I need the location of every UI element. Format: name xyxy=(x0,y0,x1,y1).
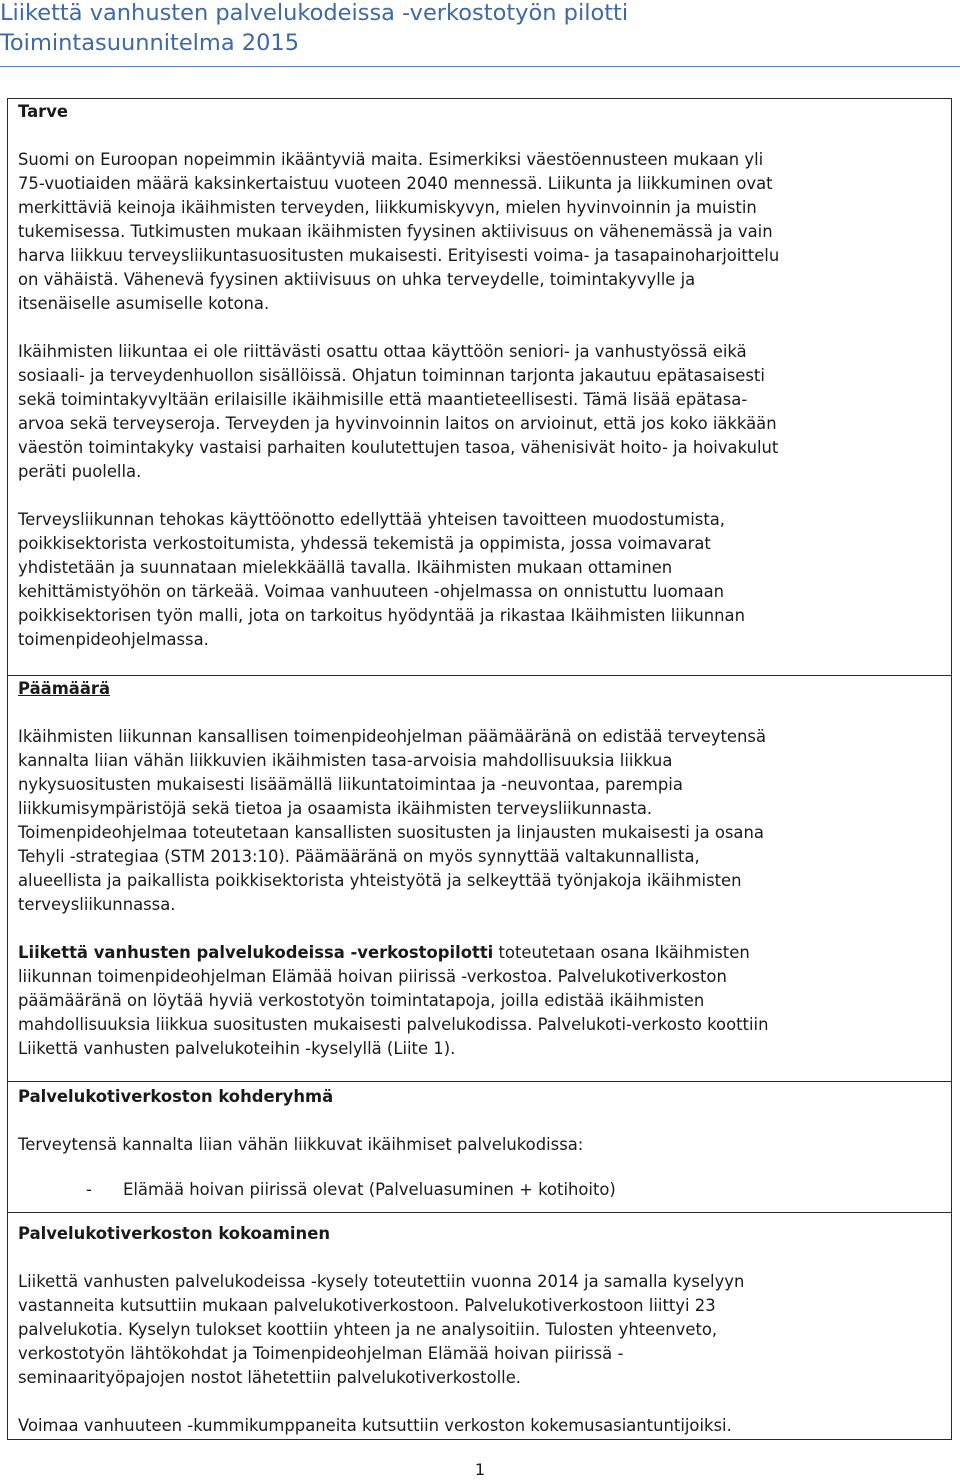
heading-assembly: Palvelukotiverkoston kokoaminen xyxy=(18,1224,330,1243)
text-line: kehittämistyöhön on tärkeää. Voimaa vanhuuteen -ohjelmassa on onnistuttu luomaan xyxy=(18,582,725,601)
title-rule xyxy=(0,66,960,67)
text-line: terveysliikunnassa. xyxy=(18,895,176,914)
text-line: Liikettä vanhusten palvelukodeissa -kysely toteutettiin vuonna 2014 ja samalla kyselyyn xyxy=(18,1272,745,1291)
text-line: Ikäihmisten liikuntaa ei ole riittävästi osattu ottaa käyttöön seniori- ja vanhustyössä eikä xyxy=(18,342,747,361)
text-line: mahdollisuuksia liikkua suositusten mukaisesti palvelukodissa. Palvelukoti-verkosto koottiin xyxy=(18,1015,769,1034)
text-line: Terveysliikunnan tehokas käyttöönotto edellyttää yhteisen tavoitteen muodostumista, xyxy=(18,510,726,529)
document-title-line1: Liikettä vanhusten palvelukodeissa -verkostotyön pilotti xyxy=(0,0,629,26)
text-line: itsenäiselle asumiselle kotona. xyxy=(18,294,270,313)
text-line: nykysuositusten mukaisesti lisäämällä liikuntatoimintaa ja -neuvontaa, parempia xyxy=(18,775,683,794)
text-line: Toimenpideohjelmaa toteutetaan kansallisten suositusten ja linjausten mukaisesti ja osana xyxy=(18,823,764,842)
text-line: yhdistetään ja suunnataan mielekkäällä tavalla. Ikäihmisten mukaan ottaminen xyxy=(18,558,673,577)
target-group-intro: Terveytensä kannalta liian vähän liikkuvat ikäihmiset palvelukodissa: xyxy=(18,1135,584,1154)
page-number: 1 xyxy=(474,1460,486,1479)
text-line xyxy=(18,941,943,965)
text-line: väestön toimintakyky vastaisi parhaiten koulutettujen tasoa, vähenisivät hoito- ja hoivakulut xyxy=(18,438,779,457)
text-line: on vähäistä. Vähenevä fyysinen aktiivisuus on uhka terveydelle, toimintakyvylle ja xyxy=(18,270,696,289)
text-line: merkittäviä keinoja ikäihmisten terveyden, liikkumiskyvyn, mielen hyvinvoinnin ja muistin xyxy=(18,198,757,217)
text-line: verkostotyön lähtökohdat ja Toimenpideohjelman Elämää hoivan piirissä - xyxy=(18,1344,624,1363)
text-line: liikkumisympäristöjä sekä tietoa ja osaamista ikäihmisten terveysliikunnasta. xyxy=(18,799,653,818)
text-line: seminaarityöpajojen nostot lähetettiin palvelukotiverkostolle. xyxy=(18,1368,522,1387)
text-line: Tehyli -strategiaa (STM 2013:10). Päämääränä on myös synnyttää valtakunnallista, xyxy=(18,847,700,866)
heading-needs: Tarve xyxy=(18,102,69,121)
text-line: alueellista ja paikallista poikkisektorista yhteistyötä ja selkeyttää työnjakoja ikäihmisten xyxy=(18,871,742,890)
text-line: toimenpideohjelmassa. xyxy=(18,630,209,649)
heading-goal: Päämäärä xyxy=(18,679,111,698)
pilot-name: Liikettä vanhusten palvelukodeissa -verkostopilotti xyxy=(18,943,494,962)
text-line: poikkisektorista verkostoitumista, yhdessä tekemistä ja oppimista, jossa voimavarat xyxy=(18,534,711,553)
text-line: Suomi on Euroopan nopeimmin ikääntyviä maita. Esimerkiksi väestöennusteen mukaan yli xyxy=(18,150,764,169)
target-group-bullet: Elämää hoivan piirissä olevat (Palveluasuminen + kotihoito) xyxy=(123,1180,616,1199)
text-line: tukemisessa. Tutkimusten mukaan ikäihmisten fyysinen aktiivisuus on vähenemässä ja vain xyxy=(18,222,773,241)
heading-target-group: Palvelukotiverkoston kohderyhmä xyxy=(18,1087,334,1106)
text-line: kannalta liian vähän liikkuvien ikäihmisten tasa-arvoisia mahdollisuuksia liikkua xyxy=(18,751,673,770)
text-line: harva liikkuu terveysliikuntasuositusten mukaisesti. Erityisesti voima- ja tasapainoharjoittelu xyxy=(18,246,780,265)
text-line: liikunnan toimenpideohjelman Elämää hoivan piirissä -verkostoa. Palvelukotiverkoston xyxy=(18,967,727,986)
text-line: arvoa sekä terveyseroja. Terveyden ja hyvinvoinnin laitos on arvioinut, että jos koko iäkkään xyxy=(18,414,777,433)
text-line: sekä toimintakyvyltään erilaisille ikäihmisille että maantieteellisesti. Tämä lisää epätasa- xyxy=(18,390,748,409)
text-line: sosiaali- ja terveydenhuollon sisällöissä. Ohjatun toiminnan tarjonta jakautuu epätasaisesti xyxy=(18,366,765,385)
text-line: 75-vuotiaiden määrä kaksinkertaistuu vuoteen 2040 mennessä. Liikunta ja liikkuminen ovat xyxy=(18,174,773,193)
text-line: poikkisektorisen työn malli, jota on tarkoitus hyödyntää ja rikastaa Ikäihmisten liikunnan xyxy=(18,606,745,625)
text-line: vastanneita kutsuttiin mukaan palvelukotiverkostoon. Palvelukotiverkostoon liittyi 23 xyxy=(18,1296,716,1315)
assembly-paragraph-2: Voimaa vanhuuteen -kummikumppaneita kutsuttiin verkoston kokemusasiantuntijoiksi. xyxy=(18,1416,732,1435)
text-span: toteutetaan osana Ikäihmisten xyxy=(493,943,750,962)
text-line: palvelukotia. Kyselyn tulokset koottiin yhteen ja ne analysoitiin. Tulosten yhteenveto, xyxy=(18,1320,718,1339)
bullet-dash: - xyxy=(86,1180,92,1199)
text-line: päämääränä on löytää hyviä verkostotyön toimintatapoja, joilla edistää ikäihmisten xyxy=(18,991,705,1010)
text-line: Ikäihmisten liikunnan kansallisen toimenpideohjelman päämääränä on edistää terveytensä xyxy=(18,727,766,746)
text-line: peräti puolella. xyxy=(18,462,142,481)
text-line: Liikettä vanhusten palvelukoteihin -kyselyllä (Liite 1). xyxy=(18,1039,456,1058)
document-title-line2: Toimintasuunnitelma 2015 xyxy=(0,30,300,56)
